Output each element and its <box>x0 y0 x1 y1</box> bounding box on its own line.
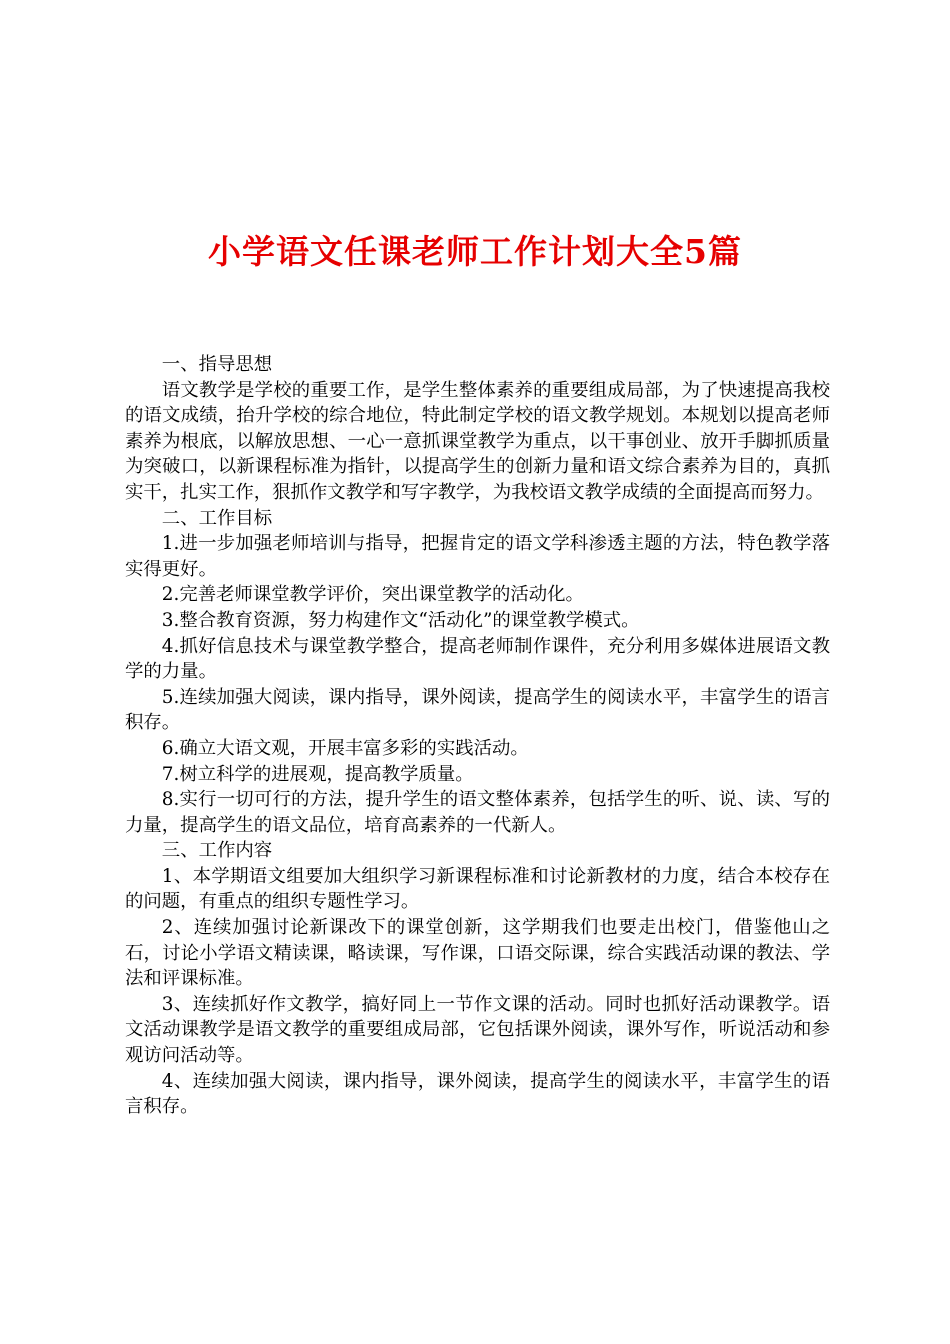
document-body <box>125 352 830 1120</box>
list-item: 3、连续抓好作文教学，搞好同上一节作文课的活动。同时也抓好活动课教学。语文活动课教学是语文教学的重要组成局部，它包括课外阅读，课外写作，听说活动和参观访问活动等。 <box>125 993 830 1067</box>
list-item: 3.整合教育资源，努力构建作文“活动化”的课堂教学模式。 <box>161 609 640 631</box>
list-item: 4、连续加强大阅读，课内指导，课外阅读，提高学生的阅读水平，丰富学生的语言积存。 <box>125 1070 830 1118</box>
list-item: 5.连续加强大阅读，课内指导，课外阅读，提高学生的阅读水平，丰富学生的语言积存。 <box>125 686 830 734</box>
list-item: 1、本学期语文组要加大组织学习新课程标准和讨论新教材的力度，结合本校存在的问题，有重点的组织专题性学习。 <box>125 865 830 913</box>
section-heading: 一、指导思想 <box>161 354 273 375</box>
list-item: 4.抓好信息技术与课堂教学整合，提高老师制作课件，充分利用多媒体进展语文教学的力量。 <box>125 635 830 683</box>
list-item: 8.实行一切可行的方法，提升学生的语文整体素养，包括学生的听、说、读、写的力量，提高学生的语文品位，培育高素养的一代新人。 <box>125 789 830 836</box>
list-item: 1.进一步加强老师培训与指导，把握肯定的语文学科渗透主题的方法，特色教学落实得更好。 <box>125 533 830 580</box>
section-heading: 二、工作目标 <box>161 507 273 529</box>
list-item: 2、连续加强讨论新课改下的课堂创新，这学期我们也要走出校门，借鉴他山之石，讨论小学语文精读课，略读课，写作课，口语交际课，综合实践活动课的教法、学法和评课标准。 <box>125 917 830 990</box>
section-heading: 三、工作内容 <box>161 840 273 862</box>
list-item: 6.确立大语文观，开展丰富多彩的实践活动。 <box>161 737 529 759</box>
list-item: 7.树立科学的进展观，提高教学质量。 <box>161 763 474 785</box>
page-title: 小学语文任课老师工作计划大全5篇 <box>208 232 742 272</box>
list-item: 2.完善老师课堂教学评价，突出课堂教学的活动化。 <box>161 584 584 606</box>
paragraph: 语文教学是学校的重要工作，是学生整体素养的重要组成局部，为了快速提高我校的语文成绩，抬升学校的综合地位，特此制定学校的语文教学规划。本规划以提高老师素养为根底，以解放思想、一心一意抓课堂教学为重点，以干事创业、放开手脚抓质量为突破口，以新课程标准为指针，以提高学生的创新力量和语文综合素养为目的，真抓实干，扎实工作，狠抓作文教学和写字教学，为我校语文教学成绩的全面提高而努力。 <box>125 379 830 503</box>
